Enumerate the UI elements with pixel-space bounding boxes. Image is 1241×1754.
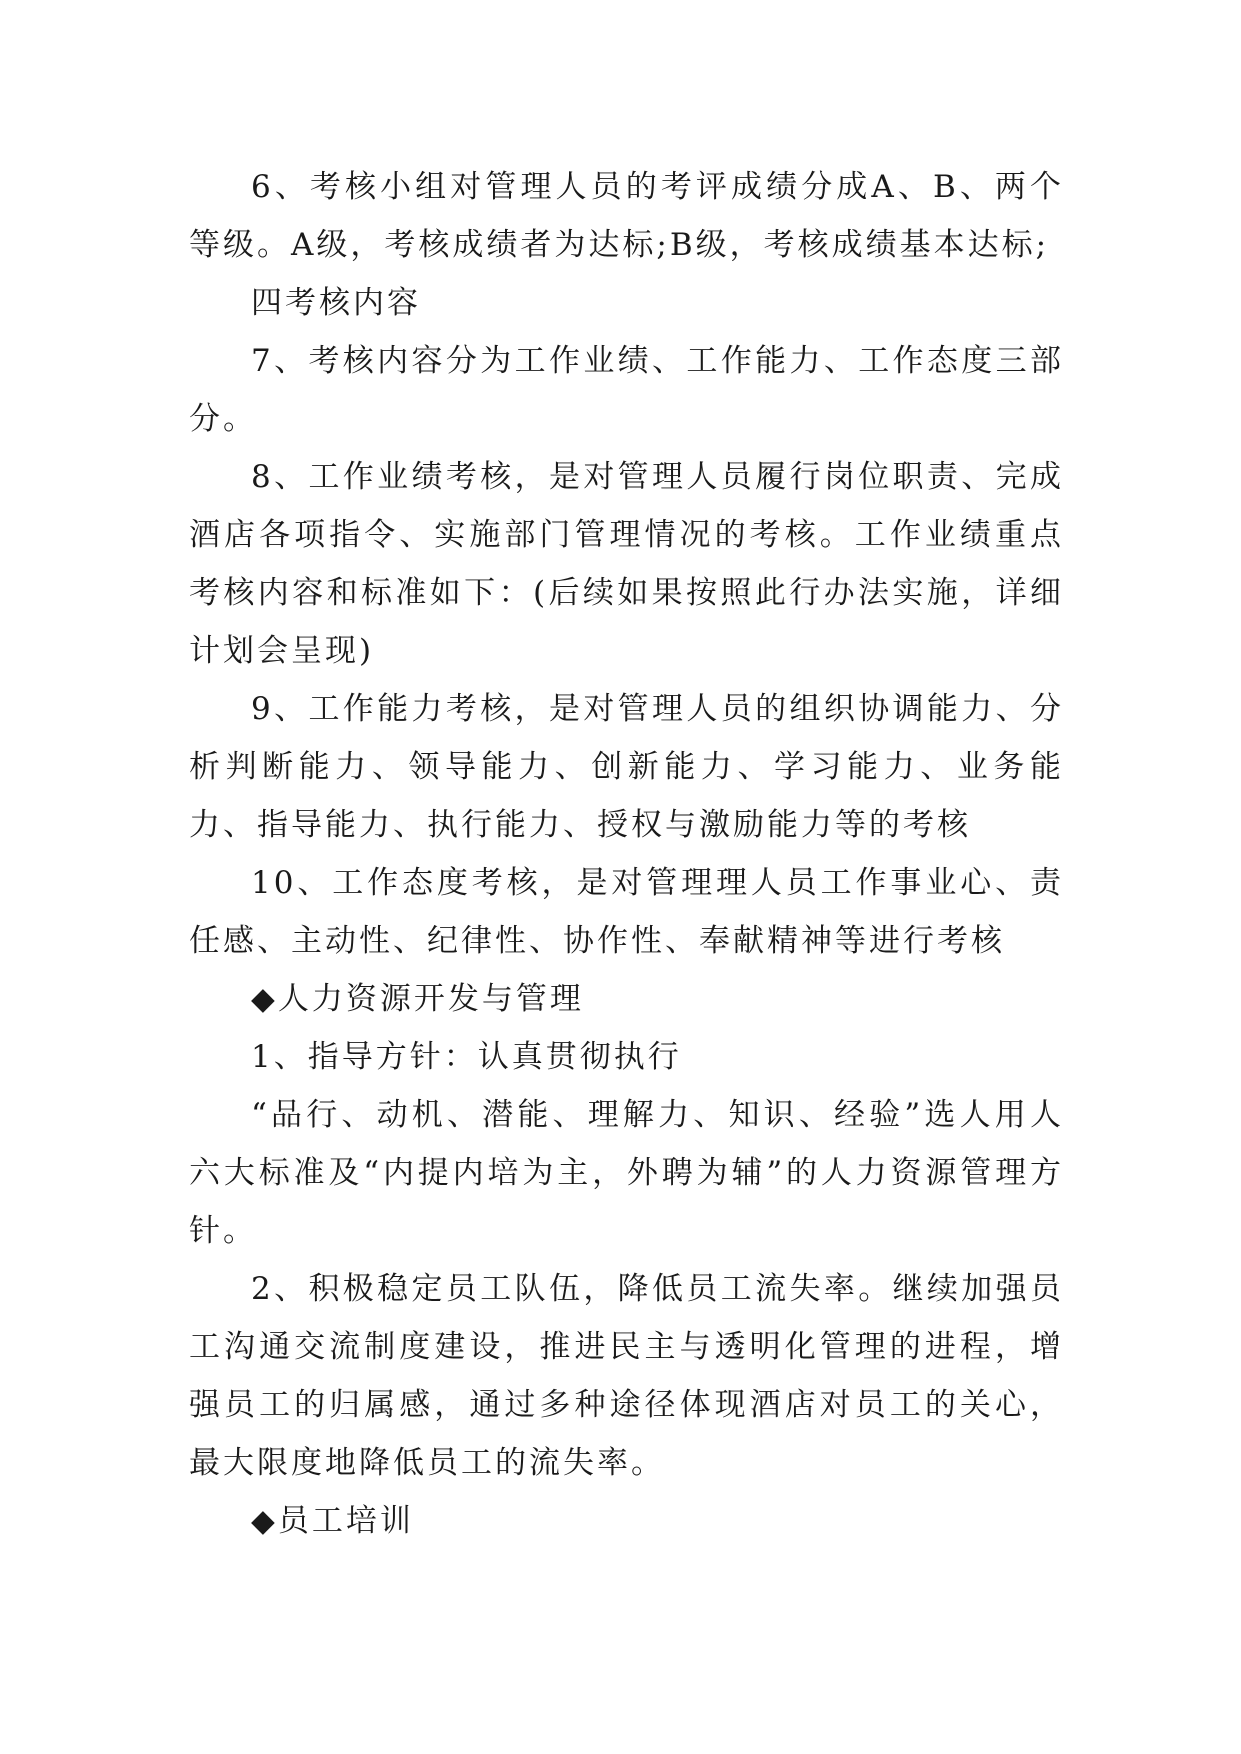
paragraph-guiding-policy: 1、指导方针：认真贯彻执行 [251, 1039, 682, 1075]
paragraph-staff-stability: 2、积极稳定员工队伍，降低员工流失率。继续加强员工沟通交流制度建设，推进民主与透明化管理的进程，增强员工的归属感，通过多种途径体现酒店对员工的关心，最大限度地降低员工的流失率。 [189, 1271, 1064, 1481]
paragraph-grading-levels: 6、考核小组对管理人员的考评成绩分成A、B、两个等级。A级，考核成绩者为达标;B级，考核成绩基本达标; [189, 169, 1064, 263]
section-heading-assessment-content: 四考核内容 [251, 285, 421, 321]
paragraph-work-performance: 8、工作业绩考核，是对管理人员履行岗位职责、完成酒店各项指令、实施部门管理情况的考核。工作业绩重点考核内容和标准如下：(后续如果按照此行办法实施，详细计划会呈现) [189, 459, 1064, 669]
paragraph-work-attitude: 10、工作态度考核，是对管理理人员工作事业心、责任感、主动性、纪律性、协作性、奉献精神等进行考核 [189, 865, 1064, 959]
document-body [189, 158, 1064, 1550]
paragraph-selection-standards: “品行、动机、潜能、理解力、知识、经验”选人用人六大标准及“内提内培为主，外聘为辅”的人力资源管理方针。 [189, 1097, 1064, 1249]
section-heading-staff-training: ◆员工培训 [251, 1503, 414, 1539]
section-heading-hr-development: ◆人力资源开发与管理 [251, 981, 584, 1017]
paragraph-assessment-parts: 7、考核内容分为工作业绩、工作能力、工作态度三部分。 [189, 343, 1064, 437]
paragraph-work-ability: 9、工作能力考核，是对管理人员的组织协调能力、分析判断能力、领导能力、创新能力、学习能力、业务能力、指导能力、执行能力、授权与激励能力等的考核 [189, 691, 1064, 843]
